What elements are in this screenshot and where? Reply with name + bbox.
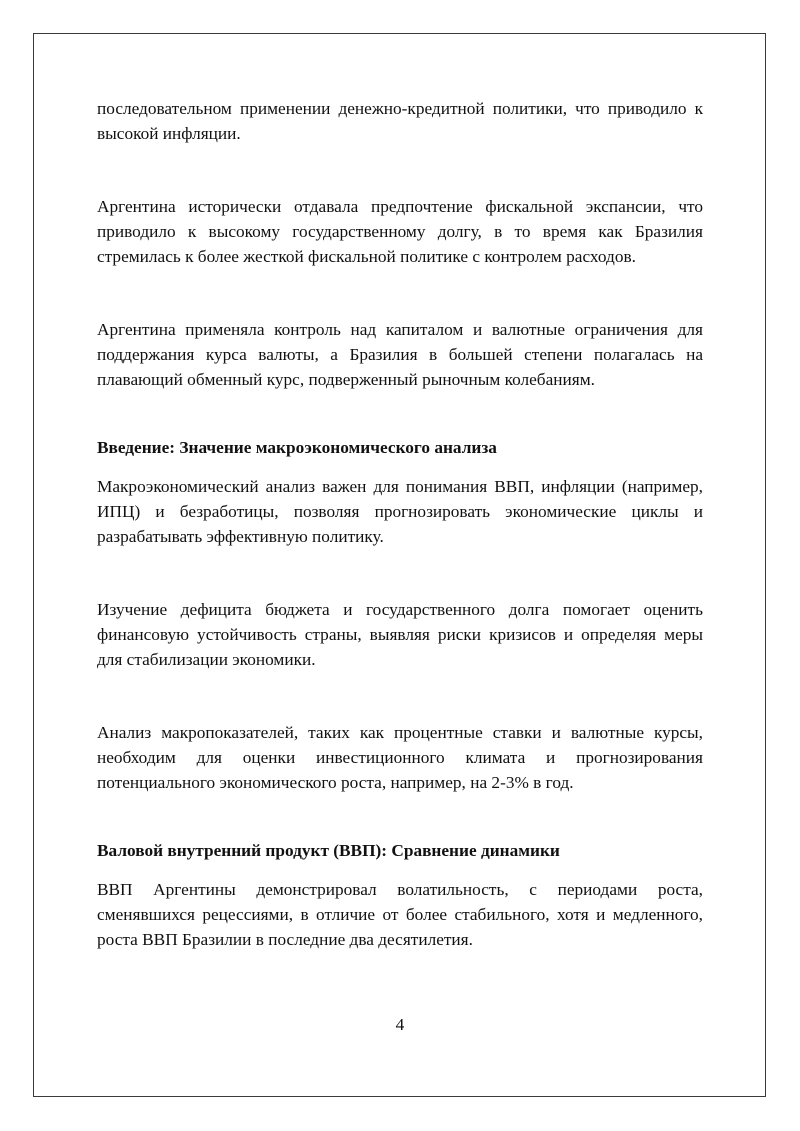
section-heading: Введение: Значение макроэкономического анализа [97, 438, 497, 457]
paragraph: ВВП Аргентины демонстрировал волатильность, с периодами роста, сменявшихся рецессиями, в отличие от более стабильного, хотя и медленного, роста ВВП Бразилии в последние два десятилетия. [97, 880, 703, 949]
page-number: 4 [395, 1015, 405, 1034]
paragraph: Аргентина исторически отдавала предпочтение фискальной экспансии, что приводило к высокому государственному долгу, в то время как Бразилия стремилась к более жесткой фискальной политике с контролем расходов. [97, 197, 703, 266]
paragraph: последовательном применении денежно-кредитной политики, что приводило к высокой инфляции. [97, 99, 703, 143]
section-heading: Валовой внутренний продукт (ВВП): Сравнение динамики [97, 841, 560, 860]
paragraph: Анализ макропоказателей, таких как процентные ставки и валютные курсы, необходим для оценки инвестиционного климата и прогнозирования потенциального экономического роста, например, на 2-3% в год. [97, 723, 703, 792]
page-content [97, 96, 703, 952]
paragraph: Изучение дефицита бюджета и государственного долга помогает оценить финансовую устойчивость страны, выявляя риски кризисов и определяя меры для стабилизации экономики. [97, 600, 703, 669]
paragraph: Макроэкономический анализ важен для понимания ВВП, инфляции (например, ИПЦ) и безработицы, позволяя прогнозировать экономические циклы и разрабатывать эффективную политику. [97, 477, 703, 546]
paragraph: Аргентина применяла контроль над капиталом и валютные ограничения для поддержания курса валюты, а Бразилия в большей степени полагалась на плавающий обменный курс, подверженный рыночным колебаниям. [97, 320, 703, 389]
